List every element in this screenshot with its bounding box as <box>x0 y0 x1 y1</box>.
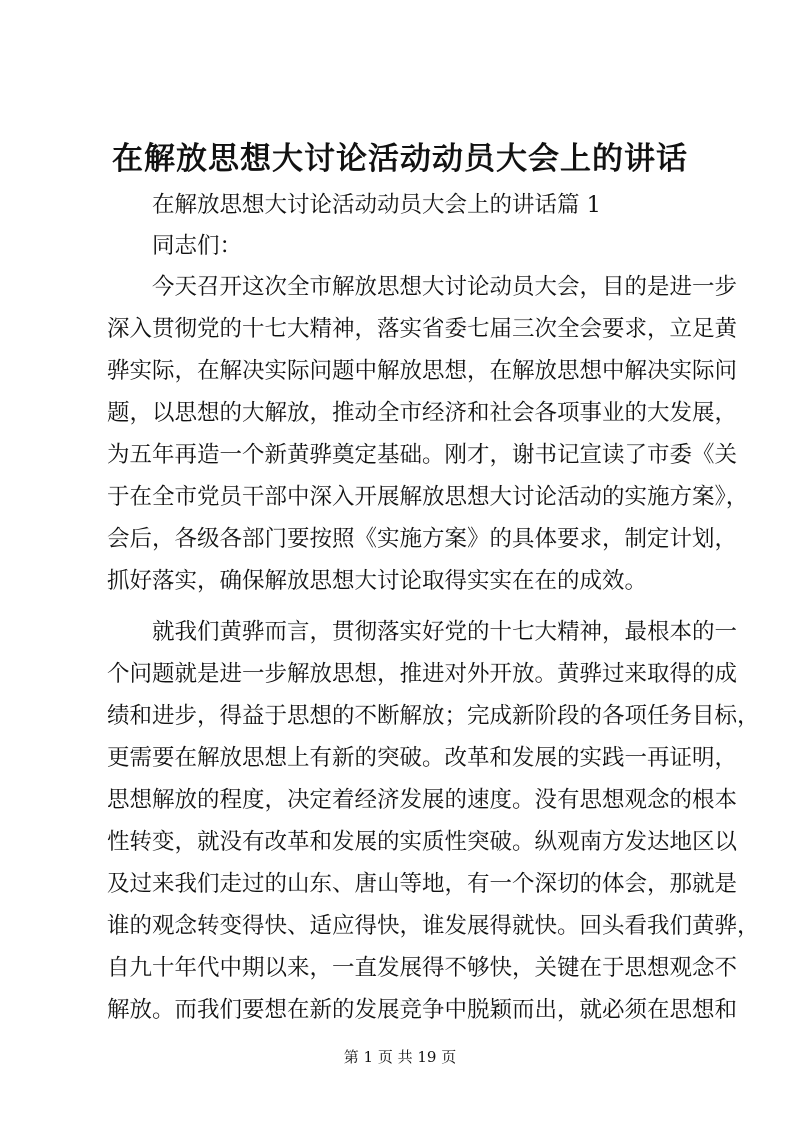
paragraph-2-line-6: 性转变，就没有改革和发展的实质性突破。纵观南方发达地区以 <box>107 829 738 855</box>
document-title: 在解放思想大讨论活动动员大会上的讲话 <box>112 141 688 177</box>
document-subtitle: 在解放思想大讨论活动动员大会上的讲话篇 1 <box>152 192 601 218</box>
paragraph-2-line-8: 谁的观念转变得快、适应得快，谁发展得就快。回头看我们黄骅， <box>107 913 760 939</box>
salutation: 同志们： <box>152 233 243 259</box>
paragraph-1-line-1: 今天召开这次全市解放思想大讨论动员大会，目的是进一步 <box>152 274 738 300</box>
paragraph-1-line-3: 骅实际，在解决实际问题中解放思想，在解放思想中解决实际问 <box>107 358 738 384</box>
paragraph-2-line-9: 自九十年代中期以来，一直发展得不够快，关键在于思想观念不 <box>107 955 738 981</box>
paragraph-1-line-6: 于在全市党员干部中深入开展解放思想大讨论活动的实施方案》， <box>107 484 749 510</box>
paragraph-1-line-8: 抓好落实，确保解放思想大讨论取得实实在在的成效。 <box>107 568 648 594</box>
page-number-footer: 第 1 页 共 19 页 <box>343 1048 457 1066</box>
paragraph-2-line-4: 更需要在解放思想上有新的突破。改革和发展的实践一再证明， <box>107 745 738 771</box>
paragraph-2-line-1: 就我们黄骅而言，贯彻落实好党的十七大精神，最根本的一 <box>152 619 738 645</box>
paragraph-1-line-5: 为五年再造一个新黄骅奠定基础。刚才，谢书记宣读了市委《关 <box>107 442 738 468</box>
paragraph-1-line-7: 会后，各级各部门要按照《实施方案》的具体要求，制定计划， <box>107 526 738 552</box>
paragraph-1-line-4: 题，以思想的大解放，推动全市经济和社会各项事业的大发展， <box>107 400 738 426</box>
paragraph-2-line-10: 解放。而我们要想在新的发展竞争中脱颖而出，就必须在思想和 <box>107 997 738 1023</box>
paragraph-2-line-2: 个问题就是进一步解放思想，推进对外开放。黄骅过来取得的成 <box>107 661 738 687</box>
paragraph-2-line-7: 及过来我们走过的山东、唐山等地，有一个深切的体会，那就是 <box>107 871 738 897</box>
paragraph-2-line-5: 思想解放的程度，决定着经济发展的速度。没有思想观念的根本 <box>107 787 738 813</box>
paragraph-2-line-3: 绩和进步，得益于思想的不断解放；完成新阶段的各项任务目标， <box>107 703 760 729</box>
paragraph-1-line-2: 深入贯彻党的十七大精神，落实省委七届三次全会要求，立足黄 <box>107 316 738 342</box>
